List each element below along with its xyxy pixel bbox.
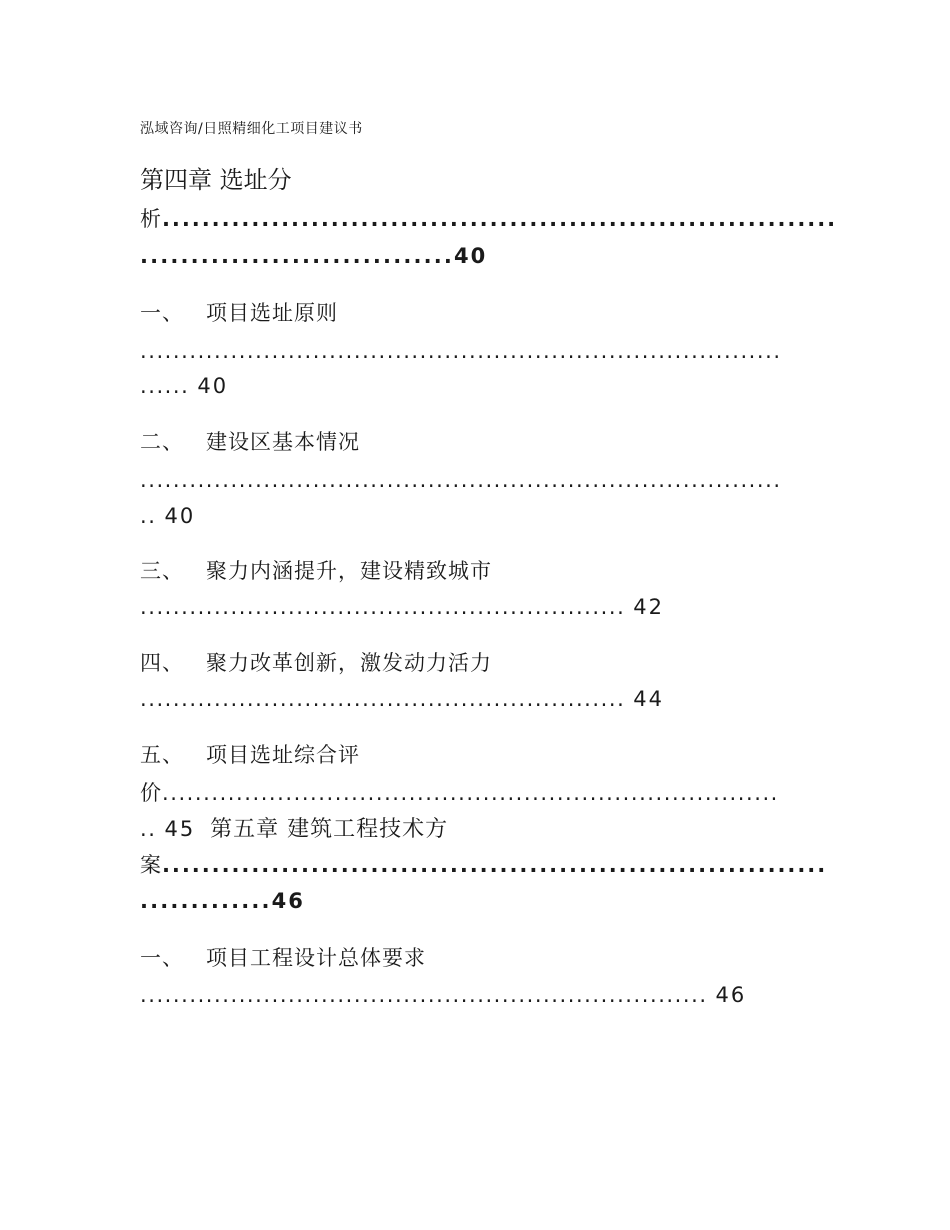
toc-section-4-leader-dots: ...........................................................: [140, 687, 626, 711]
toc-section-2-title[interactable]: [140, 432, 360, 453]
toc-section-4-text: 聚力改革创新，激发动力活力: [206, 651, 492, 675]
toc-chapter5-dots-line2[interactable]: [140, 891, 305, 912]
toc-section-1-number: 一、: [140, 301, 184, 325]
toc-section-2-leader-dots-2: ..: [140, 504, 157, 528]
toc-chapter4-dots-line2[interactable]: [140, 246, 487, 267]
toc-section-1-text: 项目选址原则: [206, 301, 338, 325]
toc-section-5-title-continued: 价: [140, 781, 162, 805]
toc-section-1-leader-dots: ..............................................................................: [140, 339, 782, 363]
toc-section-3-number: 三、: [140, 559, 184, 583]
toc-chapter5-page: 46: [271, 889, 305, 913]
toc-chapter4-leader-dots-2: ...............................: [140, 244, 454, 268]
toc-section-3-dots-line[interactable]: [140, 597, 664, 618]
toc-section-3-title[interactable]: [140, 561, 492, 582]
toc-chapter5-section-1-text: 项目工程设计总体要求: [206, 946, 426, 970]
toc-chapter5-section-1-leader-dots: .....................................................................: [140, 983, 708, 1007]
toc-chapter5-section-1-title[interactable]: [140, 948, 426, 969]
toc-chapter5-title-text: 第五章 建筑工程技术方: [210, 817, 449, 842]
toc-section-4-page: 44: [633, 687, 665, 711]
toc-section-2-dots-line1: [140, 470, 782, 491]
toc-chapter4-dots-line1[interactable]: [140, 209, 837, 230]
toc-section-2-page: 40: [164, 504, 196, 528]
toc-section-1-page: 40: [197, 374, 229, 398]
toc-chapter4-title-continued: 析: [140, 207, 162, 231]
toc-chapter5-title-continued: 案: [140, 853, 162, 877]
document-header: 泓域咨询/日照精细化工项目建议书: [140, 121, 363, 137]
toc-section-2-number: 二、: [140, 430, 184, 454]
toc-chapter5-section-1-dots-line[interactable]: [140, 985, 746, 1006]
toc-chapter5-leader-dots: ...................................................................: [162, 853, 828, 877]
toc-chapter4-page: 40: [453, 244, 488, 268]
toc-chapter5-leader-dots-2: .............: [140, 889, 272, 913]
toc-section-5-title[interactable]: [140, 745, 360, 766]
toc-chapter4-title[interactable]: [140, 168, 292, 192]
toc-section-4-number: 四、: [140, 651, 184, 675]
toc-section-1-leader-dots-2: ......: [140, 374, 190, 398]
toc-section-5-dots-line1: [140, 783, 779, 804]
toc-chapter4-title-text: 第四章 选址分: [140, 166, 292, 194]
toc-chapter5-dots-line1[interactable]: [140, 855, 827, 876]
toc-section-1-dots-line1: [140, 341, 782, 362]
toc-section-2-leader-dots: ..............................................................................: [140, 468, 782, 492]
toc-section-1-dots-line2[interactable]: [140, 376, 228, 397]
toc-chapter4-leader-dots: ....................................................................: [162, 207, 838, 231]
toc-section-4-title[interactable]: [140, 653, 492, 674]
toc-section-5-text: 项目选址综合评: [206, 743, 360, 767]
toc-section-3-text: 聚力内涵提升，建设精致城市: [206, 559, 492, 583]
toc-section-5-leader-dots: ...........................................................................: [162, 781, 779, 805]
toc-section-5-dots-line2[interactable]: [140, 819, 448, 841]
toc-section-3-leader-dots: ...........................................................: [140, 595, 626, 619]
toc-section-5-number: 五、: [140, 743, 184, 767]
toc-section-4-dots-line[interactable]: [140, 689, 664, 710]
toc-chapter5-section-1-page: 46: [715, 983, 747, 1007]
toc-section-1-title[interactable]: [140, 303, 338, 324]
toc-section-5-page: 45: [164, 817, 196, 841]
toc-section-3-page: 42: [633, 595, 665, 619]
toc-section-5-leader-dots-2: ..: [140, 817, 157, 841]
toc-section-2-text: 建设区基本情况: [206, 430, 360, 454]
toc-section-2-dots-line2[interactable]: [140, 506, 195, 527]
toc-chapter5-section-1-number: 一、: [140, 946, 184, 970]
